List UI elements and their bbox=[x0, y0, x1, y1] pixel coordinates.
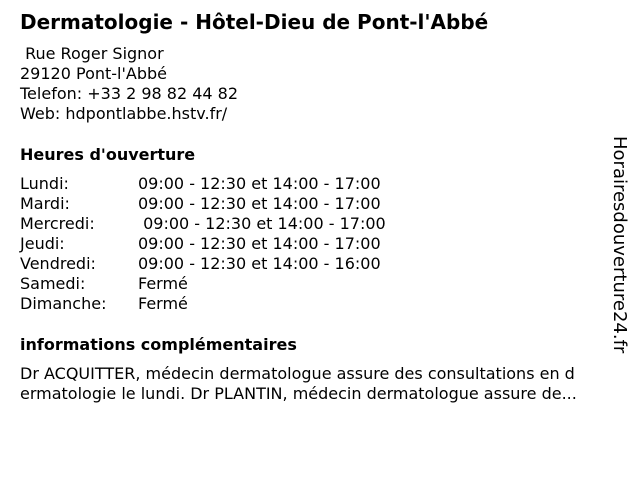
time-value: Fermé bbox=[138, 294, 188, 313]
time-value: 09:00 - 12:30 et 14:00 - 17:00 bbox=[138, 174, 381, 193]
info-line: ermatologie le lundi. Dr PLANTIN, médecin dermatologue assure de... bbox=[20, 384, 577, 403]
address-block bbox=[20, 44, 238, 124]
day-label: Mercredi: bbox=[20, 214, 95, 233]
info-heading: informations complémentaires bbox=[20, 335, 297, 354]
day-label: Samedi: bbox=[20, 274, 86, 293]
hours-row-wednesday bbox=[20, 214, 386, 234]
website: Web: hdpontlabbe.hstv.fr/ bbox=[20, 104, 228, 123]
hours-row-friday bbox=[20, 254, 386, 274]
day-label: Dimanche: bbox=[20, 294, 107, 313]
day-label: Jeudi: bbox=[20, 234, 65, 253]
hours-row-saturday bbox=[20, 274, 386, 294]
hours-row-thursday bbox=[20, 234, 386, 254]
watermark-text: Horairesdouverture24.fr bbox=[609, 136, 630, 354]
time-value: Fermé bbox=[138, 274, 188, 293]
hours-row-sunday bbox=[20, 294, 386, 314]
city-postal: 29120 Pont-l'Abbé bbox=[20, 64, 167, 83]
time-value: 09:00 - 12:30 et 14:00 - 16:00 bbox=[138, 254, 381, 273]
time-value: 09:00 - 12:30 et 14:00 - 17:00 bbox=[138, 234, 381, 253]
day-label: Vendredi: bbox=[20, 254, 96, 273]
opening-hours-table bbox=[20, 174, 386, 314]
hours-row-monday bbox=[20, 174, 386, 194]
site-watermark bbox=[609, 136, 631, 354]
phone-number: Telefon: +33 2 98 82 44 82 bbox=[20, 84, 239, 103]
street-address: Rue Roger Signor bbox=[20, 44, 164, 63]
additional-info-text bbox=[20, 364, 632, 404]
day-label: Mardi: bbox=[20, 194, 70, 213]
day-label: Lundi: bbox=[20, 174, 69, 193]
info-line: Dr ACQUITTER, médecin dermatologue assure des consultations en d bbox=[20, 364, 575, 383]
hours-row-tuesday bbox=[20, 194, 386, 214]
time-value: 09:00 - 12:30 et 14:00 - 17:00 bbox=[138, 194, 381, 213]
hours-heading: Heures d'ouverture bbox=[20, 145, 196, 164]
time-value: 09:00 - 12:30 et 14:00 - 17:00 bbox=[138, 214, 386, 233]
page-title: Dermatologie - Hôtel-Dieu de Pont-l'Abbé bbox=[20, 10, 489, 34]
